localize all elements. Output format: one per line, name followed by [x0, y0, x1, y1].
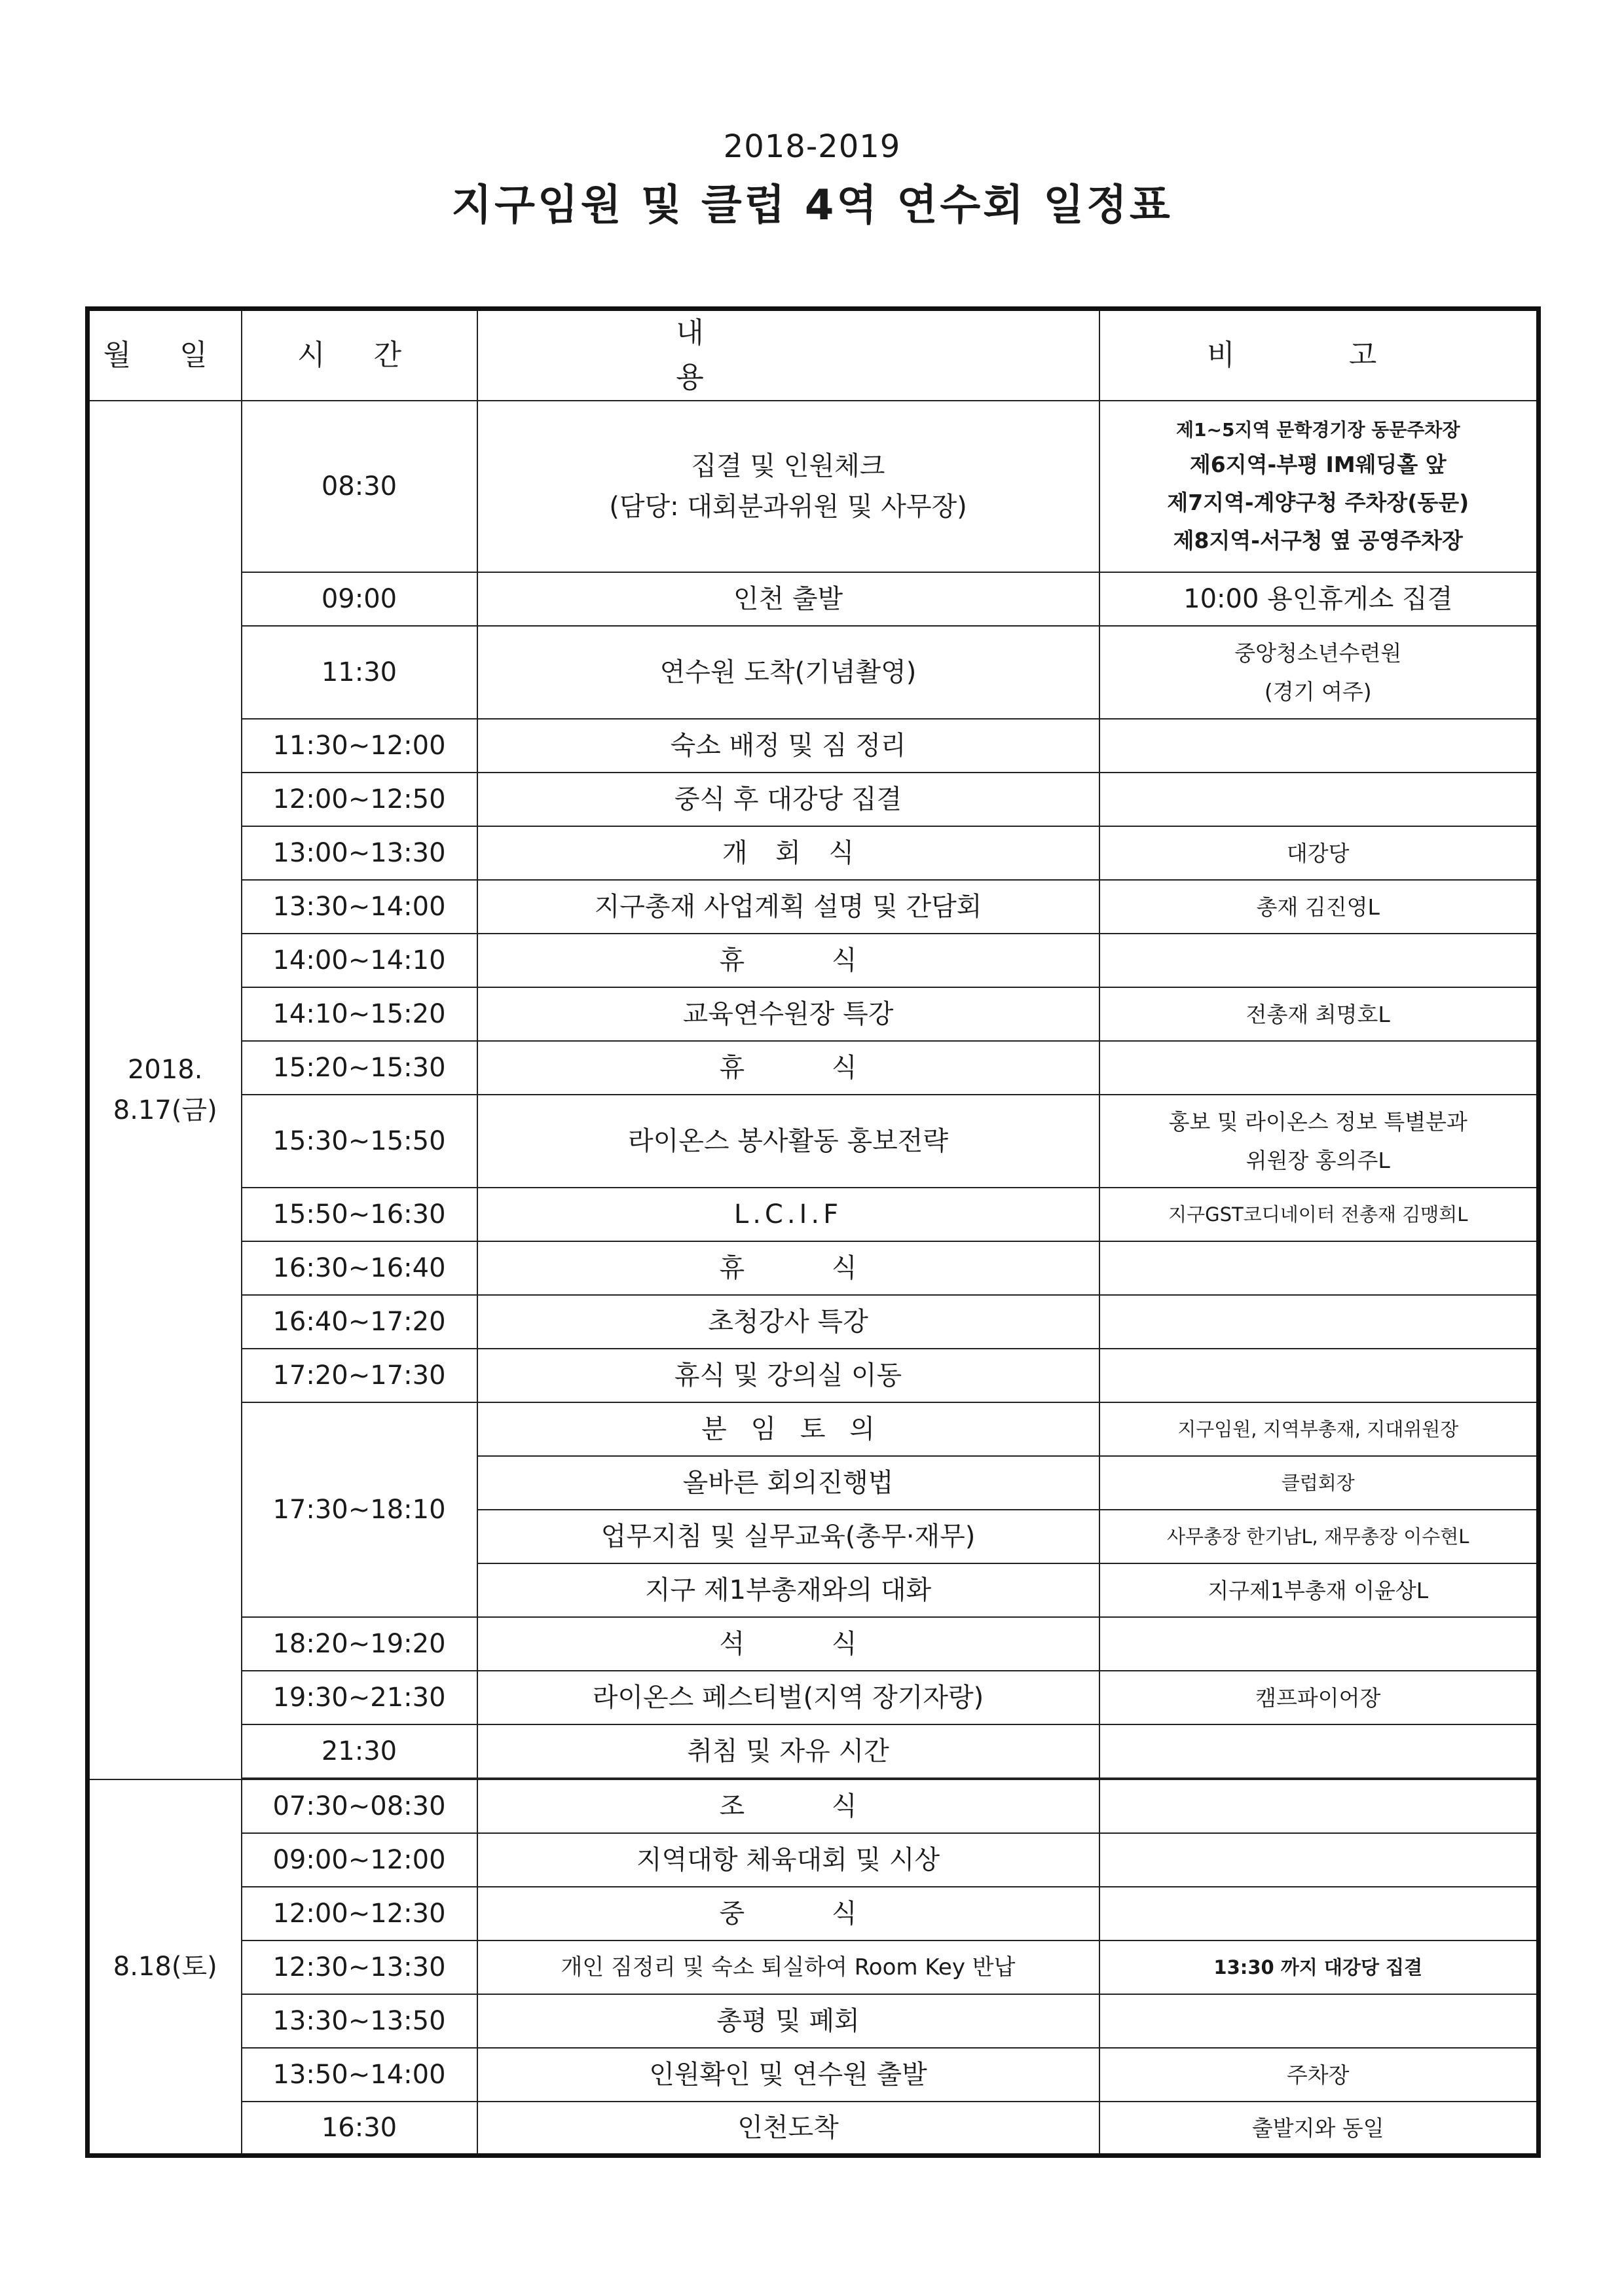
day1-date-cell	[88, 401, 242, 1779]
note-cell	[1099, 1994, 1539, 2048]
note-text: 중앙청소년수련원	[1234, 640, 1402, 666]
table-row	[88, 1349, 1539, 1402]
content-cell: 인원확인 및 연수원 출발	[477, 2048, 1099, 2102]
time-cell: 07:30~08:30	[242, 1779, 477, 1833]
content-cell	[477, 401, 1099, 572]
table-row	[88, 934, 1539, 987]
note-text-2: 제6지역-부평 IM웨딩홀 앞	[1189, 452, 1447, 478]
note-text-4: 제8지역-서구청 옆 공영주차장	[1173, 527, 1463, 553]
content-cell: 휴 식	[477, 1241, 1099, 1295]
content-cell: 인천도착	[477, 2102, 1099, 2155]
content-cell: 업무지침 및 실무교육(총무·재무)	[477, 1510, 1099, 1563]
day2-date-cell: 8.18(토)	[88, 1779, 242, 2155]
content-cell: 연수원 도착(기념촬영)	[477, 626, 1099, 719]
table-row	[88, 1402, 1539, 1456]
table-row	[88, 773, 1539, 826]
time-cell: 17:30~18:10	[242, 1402, 477, 1617]
note-cell	[1099, 401, 1539, 572]
content-cell: 지구총재 사업계획 설명 및 간담회	[477, 880, 1099, 934]
document-title: 지구임원 및 클럽 4역 연수회 일정표	[451, 181, 1173, 230]
table-row	[88, 626, 1539, 719]
note-cell: 대강당	[1099, 826, 1539, 880]
note-cell: 전총재 최명호L	[1099, 987, 1539, 1041]
header-row	[88, 309, 1539, 401]
note-cell	[1099, 934, 1539, 987]
table-row	[88, 1994, 1539, 2048]
note-cell: 지구제1부총재 이윤상L	[1099, 1563, 1539, 1617]
note-cell: 10:00 용인휴게소 집결	[1099, 572, 1539, 626]
note-cell: 클럽회장	[1099, 1456, 1539, 1510]
note-cell	[1099, 1095, 1539, 1188]
time-cell: 18:20~19:20	[242, 1617, 477, 1671]
header-date: 월 일	[88, 309, 242, 401]
content-cell: 인천 출발	[477, 572, 1099, 626]
time-cell: 11:30	[242, 626, 477, 719]
content-cell: 숙소 배정 및 짐 정리	[477, 719, 1099, 773]
content-cell: 지역대항 체육대회 및 시상	[477, 1833, 1099, 1887]
header-time: 시 간	[242, 309, 477, 401]
time-cell: 13:50~14:00	[242, 2048, 477, 2102]
note-cell	[1099, 1617, 1539, 1671]
content-cell: 총평 및 폐회	[477, 1994, 1099, 2048]
note-cell	[1099, 1349, 1539, 1402]
content-cell: 라이온스 페스티벌(지역 장기자랑)	[477, 1671, 1099, 1724]
table-row	[88, 572, 1539, 626]
content-cell: 석 식	[477, 1617, 1099, 1671]
time-cell: 17:20~17:30	[242, 1349, 477, 1402]
note-text-3: 제7지역-계양구청 주차장(동문)	[1167, 490, 1469, 515]
time-cell: 19:30~21:30	[242, 1671, 477, 1724]
day1-date-year: 2018.	[127, 1055, 203, 1085]
time-cell: 21:30	[242, 1724, 477, 1778]
content-cell: 초청강사 특강	[477, 1295, 1099, 1349]
content-cell: 지구 제1부총재와의 대화	[477, 1563, 1099, 1617]
table-row	[88, 401, 1539, 572]
time-cell: 13:00~13:30	[242, 826, 477, 880]
note-text: 홍보 및 라이온스 정보 특별분과	[1168, 1108, 1467, 1135]
time-cell: 13:30~13:50	[242, 1994, 477, 2048]
content-cell: 올바른 회의진행법	[477, 1456, 1099, 1510]
time-cell: 13:30~14:00	[242, 880, 477, 934]
note-text-2: 위원장 홍의주L	[1246, 1148, 1390, 1174]
table-row	[88, 1041, 1539, 1095]
note-cell: 지구GST코디네이터 전총재 김맹희L	[1099, 1188, 1539, 1241]
note-cell	[1099, 1041, 1539, 1095]
time-cell: 15:20~15:30	[242, 1041, 477, 1095]
time-cell: 11:30~12:00	[242, 719, 477, 773]
header-content: 내 용	[477, 309, 1099, 401]
time-cell: 12:00~12:50	[242, 773, 477, 826]
table-row	[88, 1833, 1539, 1887]
table-row	[88, 1295, 1539, 1349]
header-note: 비 고	[1099, 309, 1539, 401]
table-row	[88, 1188, 1539, 1241]
content-text-2: (담당: 대회분과위원 및 사무장)	[609, 492, 967, 522]
note-cell	[1099, 1779, 1539, 1833]
note-cell: 사무총장 한기남L, 재무총장 이수현L	[1099, 1510, 1539, 1563]
content-cell: 중식 후 대강당 집결	[477, 773, 1099, 826]
note-cell: 캠프파이어장	[1099, 1671, 1539, 1724]
table-row	[88, 1779, 1539, 1833]
note-cell	[1099, 1724, 1539, 1778]
time-cell: 15:30~15:50	[242, 1095, 477, 1188]
table-row	[88, 1241, 1539, 1295]
content-cell: 라이온스 봉사활동 홍보전략	[477, 1095, 1099, 1188]
day1-date-day: 8.17(금)	[113, 1095, 217, 1126]
schedule-table	[85, 306, 1541, 2158]
note-text-2: (경기 여주)	[1264, 679, 1372, 705]
content-cell: 개 회 식	[477, 826, 1099, 880]
content-cell: 중 식	[477, 1887, 1099, 1941]
note-cell	[1099, 719, 1539, 773]
note-cell: 주차장	[1099, 2048, 1539, 2102]
time-cell: 12:30~13:30	[242, 1941, 477, 1994]
table-row	[88, 1724, 1539, 1778]
note-cell	[1099, 626, 1539, 719]
content-cell: 조 식	[477, 1779, 1099, 1833]
time-cell: 16:40~17:20	[242, 1295, 477, 1349]
time-cell: 09:00~12:00	[242, 1833, 477, 1887]
note-cell: 지구임원, 지역부총재, 지대위원장	[1099, 1402, 1539, 1456]
note-cell	[1099, 1241, 1539, 1295]
table-row	[88, 1671, 1539, 1724]
content-cell: 교육연수원장 특강	[477, 987, 1099, 1041]
table-row	[88, 2102, 1539, 2155]
time-cell: 16:30	[242, 2102, 477, 2155]
note-cell	[1099, 1887, 1539, 1941]
content-cell: 휴 식	[477, 1041, 1099, 1095]
document-year: 2018-2019	[723, 128, 901, 165]
note-cell	[1099, 1295, 1539, 1349]
time-cell: 16:30~16:40	[242, 1241, 477, 1295]
note-cell: 총재 김진영L	[1099, 880, 1539, 934]
table-row	[88, 987, 1539, 1041]
note-cell	[1099, 1833, 1539, 1887]
table-row	[88, 880, 1539, 934]
content-text: 집결 및 인원체크	[691, 451, 885, 482]
table-row	[88, 2048, 1539, 2102]
table-row	[88, 1095, 1539, 1188]
time-cell: 14:10~15:20	[242, 987, 477, 1041]
time-cell: 12:00~12:30	[242, 1887, 477, 1941]
content-cell: 개인 짐정리 및 숙소 퇴실하여 Room Key 반납	[477, 1941, 1099, 1994]
time-cell: 08:30	[242, 401, 477, 572]
time-cell: 09:00	[242, 572, 477, 626]
content-cell: 분 임 토 의	[477, 1402, 1099, 1456]
table-row	[88, 719, 1539, 773]
table-row	[88, 826, 1539, 880]
note-text: 제1~5지역 문학경기장 동문주차장	[1175, 419, 1460, 441]
table-row	[88, 1887, 1539, 1941]
content-cell: 취침 및 자유 시간	[477, 1724, 1099, 1778]
content-cell: 휴식 및 강의실 이동	[477, 1349, 1099, 1402]
note-cell: 출발지와 동일	[1099, 2102, 1539, 2155]
time-cell: 14:00~14:10	[242, 934, 477, 987]
table-row	[88, 1941, 1539, 1994]
table-row	[88, 1617, 1539, 1671]
time-cell: 15:50~16:30	[242, 1188, 477, 1241]
content-cell: 휴 식	[477, 934, 1099, 987]
note-cell: 13:30 까지 대강당 집결	[1099, 1941, 1539, 1994]
content-cell: L.C.I.F	[477, 1188, 1099, 1241]
note-cell	[1099, 773, 1539, 826]
